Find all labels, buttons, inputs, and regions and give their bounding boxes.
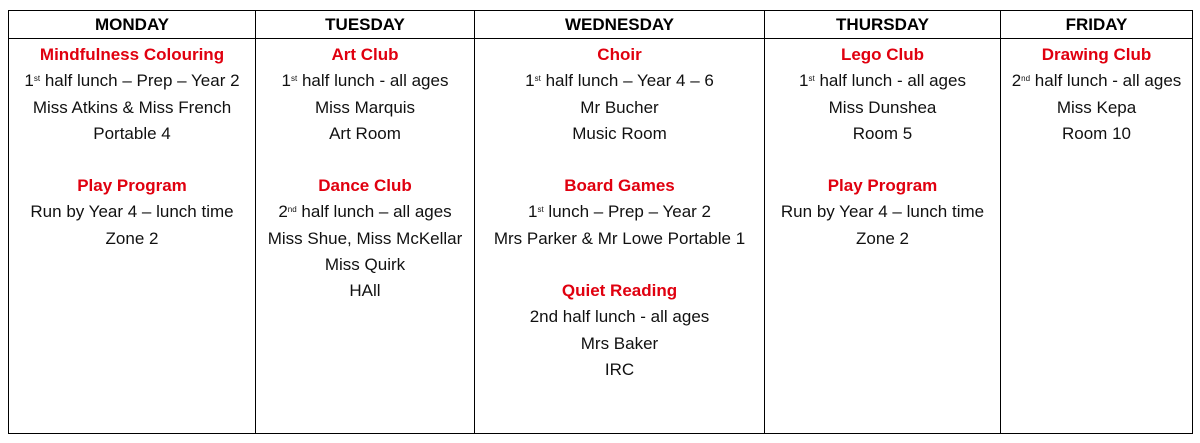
ordinal-suffix: st: [537, 205, 544, 215]
detail-text: IRC: [604, 359, 635, 379]
club-detail-line: [481, 68, 758, 94]
day-header-friday: FRIDAY: [1001, 11, 1193, 39]
club-detail-line: [771, 95, 994, 121]
ordinal-suffix: nd: [287, 205, 297, 215]
detail-text: half lunch – Year 4 – 6: [540, 71, 714, 91]
club-entry: [1007, 42, 1186, 147]
day-header-wednesday: WEDNESDAY: [475, 11, 765, 39]
club-detail-line: [15, 95, 249, 148]
club-detail-line: [1007, 68, 1186, 94]
club-detail-line: [15, 199, 249, 225]
ordinal-suffix: st: [808, 74, 815, 84]
club-detail-line: [262, 252, 468, 278]
detail-text: 1: [24, 71, 34, 91]
detail-text: lunch – Prep – Year 2: [543, 202, 711, 222]
detail-text: Mr Bucher: [580, 97, 659, 117]
club-detail-line: [481, 357, 758, 383]
club-detail-line: [481, 199, 758, 225]
detail-text: Room 10: [1062, 123, 1131, 143]
day-header-thursday: THURSDAY: [765, 11, 1001, 39]
day-cell-friday: [1001, 39, 1193, 434]
day-header-row: [9, 11, 1193, 39]
club-detail-line: [481, 226, 758, 252]
club-detail-line: [262, 199, 468, 225]
club-detail-line: [481, 331, 758, 357]
club-detail-line: [481, 304, 758, 330]
club-entry: [481, 278, 758, 383]
detail-text: Art Room: [329, 123, 401, 143]
club-name: Dance Club: [318, 176, 412, 196]
detail-text: Zone 2: [856, 228, 909, 248]
club-entry: [481, 173, 758, 252]
ordinal-suffix: st: [534, 74, 541, 84]
clubs-row: [9, 39, 1193, 434]
club-detail-line: [481, 121, 758, 147]
detail-text: Miss Shue, Miss McKellar: [267, 228, 463, 248]
club-entry: [771, 173, 994, 252]
club-name: Play Program: [77, 176, 187, 196]
club-detail-line: [771, 226, 994, 252]
club-name: Quiet Reading: [561, 281, 678, 301]
detail-text: half lunch - all ages: [814, 71, 966, 91]
club-detail-line: [262, 121, 468, 147]
detail-text: 1: [525, 71, 535, 91]
detail-text: 1: [528, 202, 538, 222]
detail-text: Miss Quirk: [324, 255, 406, 275]
detail-text: Miss Kepa: [1056, 97, 1137, 117]
detail-text: Miss Atkins & Miss French Portable 4: [32, 97, 232, 143]
club-detail-line: [1007, 121, 1186, 147]
detail-text: Run by Year 4 – lunch time: [780, 202, 985, 222]
ordinal-suffix: st: [33, 74, 41, 84]
detail-text: Run by Year 4 – lunch time: [30, 202, 234, 222]
day-header-tuesday: TUESDAY: [256, 11, 475, 39]
detail-text: Mrs Parker & Mr Lowe Portable 1: [493, 228, 746, 248]
club-detail-line: [262, 68, 468, 94]
day-cell-wednesday: [475, 39, 765, 434]
club-name: Lego Club: [840, 45, 925, 64]
club-entry: [15, 173, 249, 252]
detail-text: 1: [281, 71, 292, 91]
club-name: Play Program: [827, 176, 938, 196]
detail-text: HAll: [349, 281, 381, 301]
club-detail-line: [481, 95, 758, 121]
club-name: Choir: [597, 45, 642, 64]
club-detail-line: [15, 68, 249, 94]
club-name: Mindfulness Colouring: [39, 45, 225, 64]
club-detail-line: [15, 226, 249, 252]
club-name: Art Club: [331, 45, 399, 64]
detail-text: 2: [278, 202, 288, 222]
day-header-monday: MONDAY: [9, 11, 256, 39]
detail-text: Mrs Baker: [580, 333, 659, 353]
club-entry: [262, 42, 468, 147]
detail-text: half lunch – all ages: [296, 202, 452, 222]
club-detail-line: [262, 226, 468, 252]
club-entry: [15, 42, 249, 147]
day-cell-thursday: [765, 39, 1001, 434]
club-detail-line: [262, 95, 468, 121]
club-detail-line: [1007, 95, 1186, 121]
club-detail-line: [771, 199, 994, 225]
club-name: Board Games: [564, 176, 675, 196]
detail-text: Room 5: [852, 123, 913, 143]
detail-text: Miss Marquis: [314, 97, 416, 117]
detail-text: half lunch - all ages: [1030, 71, 1182, 91]
detail-text: half lunch - all ages: [297, 71, 449, 91]
day-cell-tuesday: [256, 39, 475, 434]
ordinal-suffix: nd: [1021, 74, 1031, 84]
detail-text: Zone 2: [105, 228, 159, 248]
detail-text: Miss Dunshea: [828, 97, 937, 117]
lunch-clubs-timetable: [8, 10, 1193, 434]
detail-text: 2: [1011, 71, 1022, 91]
club-entry: [481, 42, 758, 147]
ordinal-suffix: st: [291, 74, 298, 84]
club-name: Drawing Club: [1041, 45, 1152, 64]
club-entry: [262, 173, 468, 304]
detail-text: 1: [799, 71, 809, 91]
club-detail-line: [262, 278, 468, 304]
club-detail-line: [771, 121, 994, 147]
club-entry: [771, 42, 994, 147]
day-cell-monday: [9, 39, 256, 434]
detail-text: half lunch – Prep – Year 2: [40, 71, 240, 91]
detail-text: 2nd half lunch - all ages: [529, 307, 710, 327]
detail-text: Music Room: [572, 123, 667, 143]
club-detail-line: [771, 68, 994, 94]
